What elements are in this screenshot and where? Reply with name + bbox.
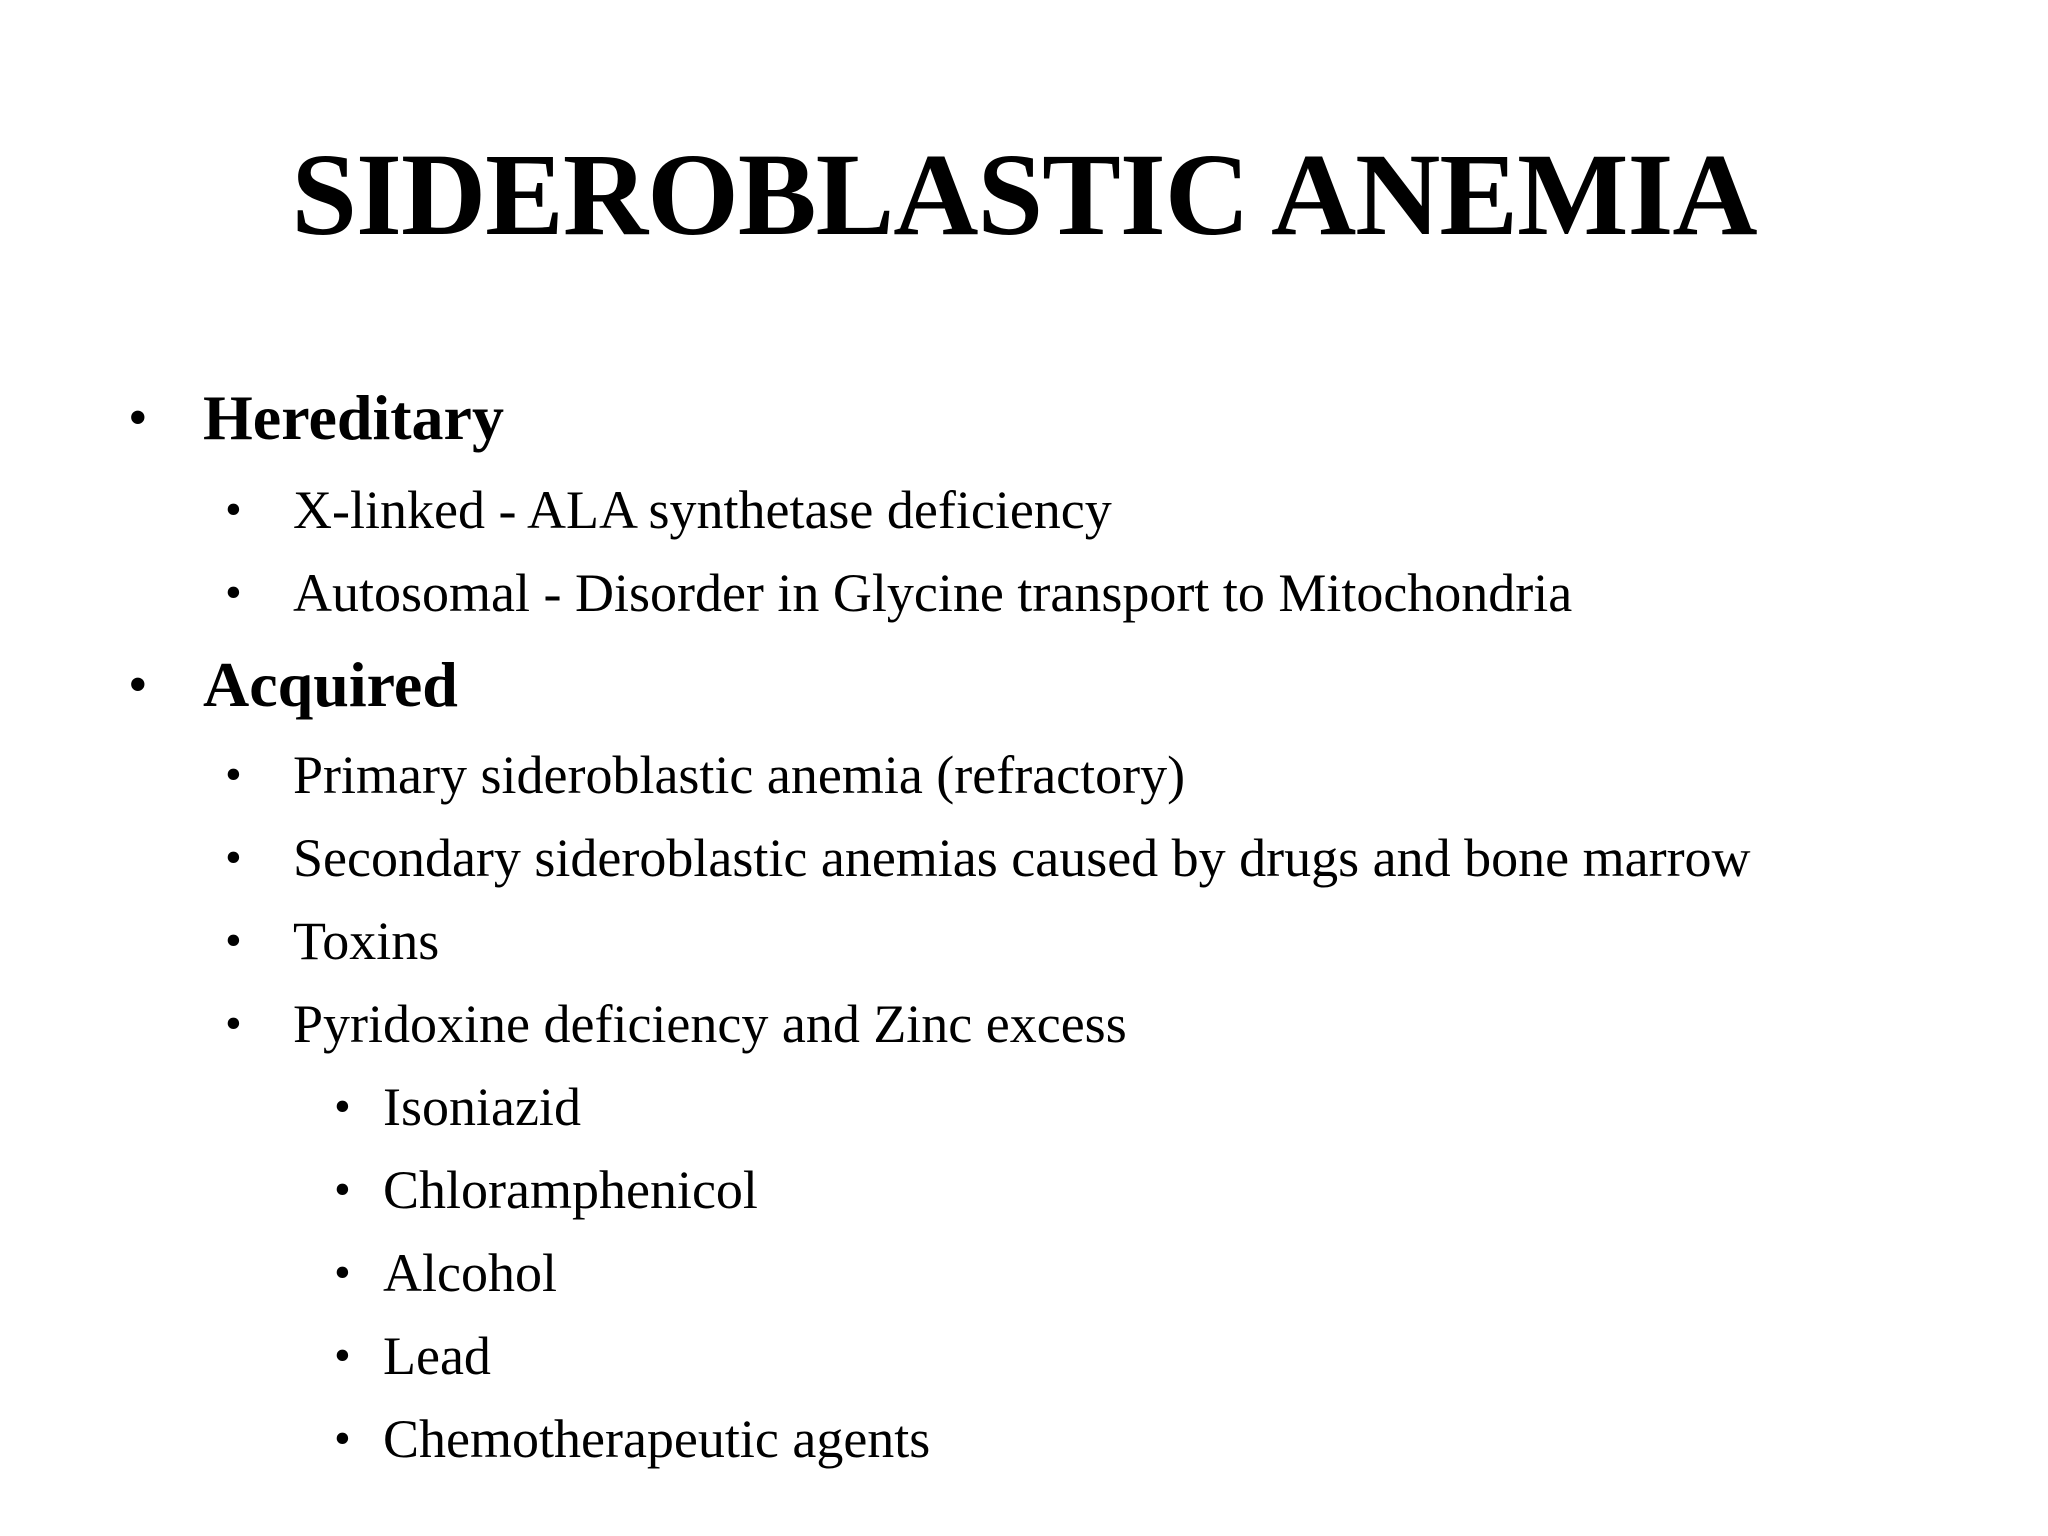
bullet-icon: • (225, 997, 242, 1050)
sub-list-item-text: Lead (383, 1326, 491, 1386)
sub-list-item-text: Chloramphenicol (383, 1160, 758, 1220)
section-heading: Hereditary (203, 382, 504, 453)
list-item-text: X-linked - ALA synthetase deficiency (293, 480, 1112, 540)
bullet-icon: • (225, 483, 242, 536)
list-item-text: Primary sideroblastic anemia (refractory) (293, 745, 1186, 805)
bullet-icon: • (225, 748, 242, 801)
sub-list-item-text: Chemotherapeutic agents (383, 1409, 931, 1469)
bullet-icon: • (334, 1246, 351, 1299)
list-item-text: Toxins (293, 911, 440, 971)
bullet-icon: • (334, 1412, 351, 1465)
bullet-icon: • (225, 566, 242, 619)
bullet-icon: • (225, 914, 242, 967)
bullet-icon: • (128, 387, 148, 449)
bullet-icon: • (334, 1163, 351, 1216)
list-item-text: Secondary sideroblastic anemias caused by drugs and bone marrow (293, 828, 1751, 888)
list-item-text: Pyridoxine deficiency and Zinc excess (293, 994, 1127, 1054)
bullet-icon: • (128, 654, 148, 716)
sub-list-item-text: Alcohol (383, 1243, 557, 1303)
bullet-icon: • (334, 1329, 351, 1382)
slide-title: SIDEROBLASTIC ANEMIA (291, 129, 1757, 260)
section-heading: Acquired (203, 649, 458, 720)
bullet-icon: • (225, 831, 242, 884)
list-item-text: Autosomal - Disorder in Glycine transport to Mitochondria (293, 563, 1573, 623)
bullet-icon: • (334, 1080, 351, 1133)
sub-list-item-text: Isoniazid (383, 1077, 581, 1137)
